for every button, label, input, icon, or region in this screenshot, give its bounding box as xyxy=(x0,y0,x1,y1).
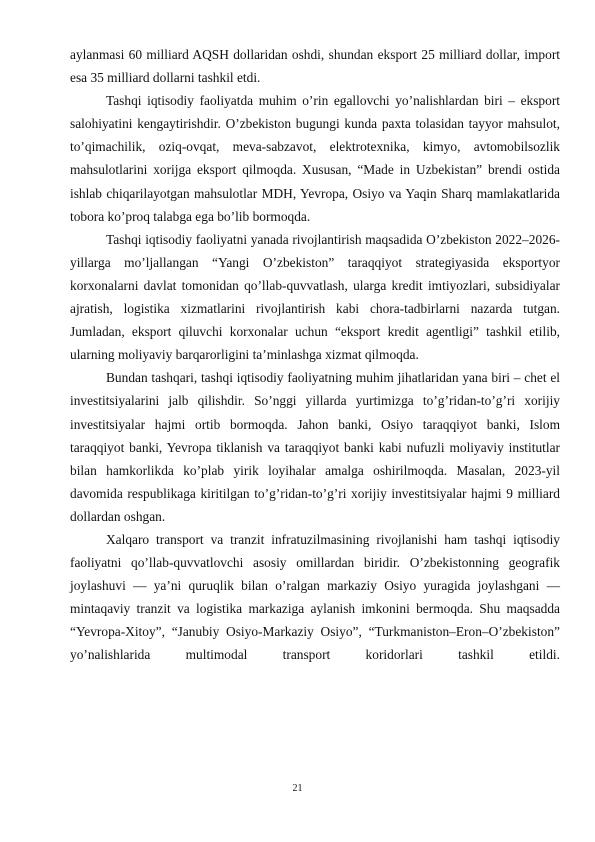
paragraph-investments: Bundan tashqari, tashqi iqtisodiy faoliyatning muhim jihatlaridan yana biri – chet el investitsiyalarini jalb qilishdir. So’nggi yillarda yurtimizga to’g’ridan-to’g’ri xorijiy investitsiyalar hajmi ortib bormoqda. Jahon banki, Osiyo taraqqiyot banki, Islom taraqqiyot banki, Yevropa tiklanish va taraqqiyot banki kabi nufuzli moliyaviy institutlar bilan hamkorlikda ko’plab yirik loyihalar amalga oshirilmoqda. Masalan, 2023-yil davomida respublikaga kiritilgan to’g’ridan-to’g’ri xorijiy investitsiyalar hajmi 9 milliard dollardan oshgan. xyxy=(70,370,560,524)
page-number: 21 xyxy=(292,783,303,794)
paragraph-strategy: Tashqi iqtisodiy faoliyatni yanada rivojlantirish maqsadida O’zbekiston 2022–2026-yillarga mo’ljallangan “Yangi O’zbekiston” taraqqiyot strategiyasida eksportyor korxonalarni davlat tomonidan qo’llab-quvvatlash, ularga kredit imtiyozlari, subsidiyalar ajratish, logistika xizmatlarini rivojlantirish kabi chora-tadbirlarni nazarda tutgan. Jumladan, eksport qiluvchi korxonalar uchun “eksport kredit agentligi” tashkil etilib, ularning moliyaviy barqarorligini ta’minlashga xizmat qilmoqda. xyxy=(70,231,560,363)
paragraph-export-potential: Tashqi iqtisodiy faoliyatda muhim o’rin egallovchi yo’nalishlardan biri – eksport salohiyatini kengaytirishdir. O’zbekiston bugungi kunda paxta tolasidan tayyor mahsulot, to’qimachilik, oziq-ovqat, meva-sabzavot, elektrotexnika, kimyo, avtomobilsozlik mahsulotlarini xorijga eksport qilmoqda. Xususan, “Made in Uzbekistan” brendi ostida ishlab chiqarilayotgan mahsulotlar MDH, Yevropa, Osiyo va Yaqin Sharq mamlakatlarida tobora ko’proq talabga ega bo’lib bormoqda. xyxy=(70,93,560,224)
paragraph-continuation: aylanmasi 60 milliard AQSH dollaridan oshdi, shundan eksport 25 milliard dollar, import esa 35 milliard dollarni tashkil etdi. xyxy=(70,47,560,86)
paragraph-transport: Xalqaro transport va tranzit infratuzilmasining rivojlanishi ham tashqi iqtisodiy faoliyatni qo’llab-quvvatlovchi asosiy omillardan biridir. O’zbekistonning geografik joylashuvi — ya’ni quruqlik bilan o’ralgan markaziy Osiyo yuragida joylashgani — mintaqaviy tranzit va logistika markaziga aylanish imkonini bermoqda. Shu maqsadda “Yevropa-Xitoy”, “Janubiy Osiyo-Markaziy Osiyo”, “Turkmaniston–Eron–O’zbekiston” yo’nalishlarida multimodal transport koridorlari tashkil etildi. xyxy=(70,531,560,663)
document-body xyxy=(70,43,560,667)
